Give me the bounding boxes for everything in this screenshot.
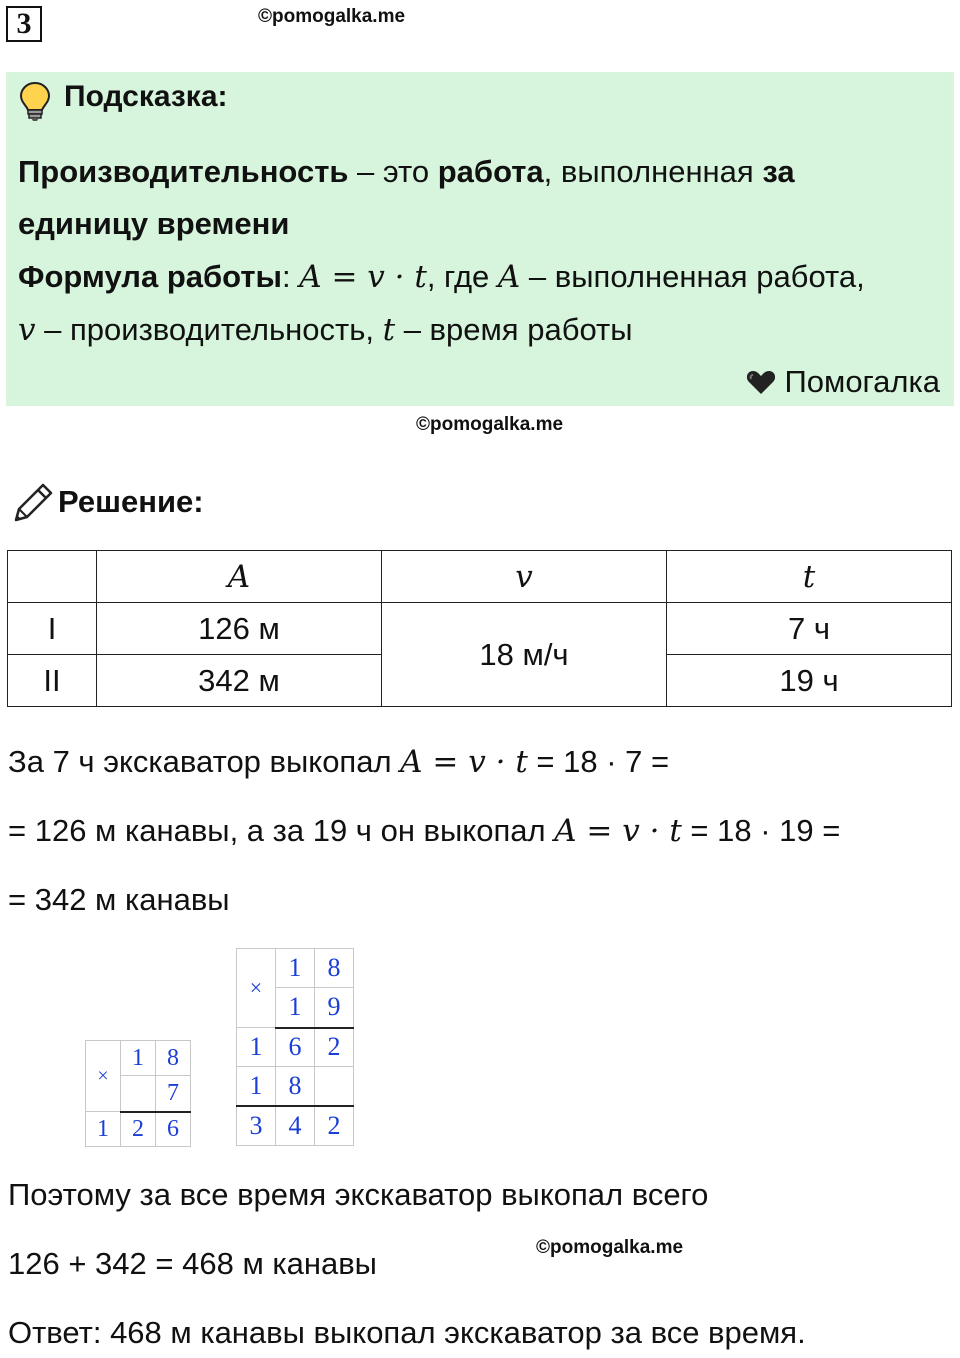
- calc1-sign: ×: [86, 1041, 121, 1112]
- calc1-result-digit: 2: [121, 1112, 156, 1147]
- calc1-digit: 1: [121, 1041, 156, 1076]
- solution-line-5: 126 + 342 = 468 м канавы: [8, 1246, 377, 1281]
- calc2-partial-digit: 8: [276, 1067, 315, 1107]
- hint-formula-line: [18, 257, 865, 297]
- calc2-partial-digit: 2: [315, 1028, 354, 1067]
- hint-definition-line1: [18, 152, 795, 192]
- solution-line-3: = 342 м канавы: [8, 882, 230, 917]
- solution-line-2: [8, 813, 840, 849]
- calc1-result-digit: 6: [156, 1112, 191, 1147]
- row-label: II: [8, 655, 97, 707]
- header-cell-t: t: [667, 551, 952, 603]
- row-label: I: [8, 603, 97, 655]
- line2-end: = 18 · 19 =: [681, 813, 841, 848]
- lightbulb-icon: [18, 80, 52, 122]
- formula-A-desc: – выполненная работа,: [520, 259, 865, 294]
- heart-icon: [746, 369, 776, 395]
- def-mid1: – это: [348, 154, 438, 189]
- line2-math: A = v · t: [554, 813, 682, 849]
- merged-v-cell: 18 м/ч: [382, 603, 667, 707]
- header-cell-empty: [8, 551, 97, 603]
- hint-variables-line: [18, 310, 632, 350]
- calc2-partial-digit: 1: [237, 1067, 276, 1107]
- calc2-partial-digit: 1: [237, 1028, 276, 1067]
- problem-number: 3: [6, 6, 42, 42]
- t-symbol: t: [382, 312, 396, 348]
- v-desc: – производительность,: [35, 312, 383, 347]
- watermark-top: ©pomogalka.me: [258, 6, 406, 27]
- calc2-digit: 8: [315, 949, 354, 988]
- table-header-row: [8, 551, 952, 603]
- row-t: 19 ч: [667, 655, 952, 707]
- def-work: работа: [437, 154, 544, 189]
- formula-expr: A = v · t: [299, 259, 427, 295]
- row-A: 342 м: [97, 655, 382, 707]
- solution-title: Решение:: [58, 484, 204, 519]
- row-t: 7 ч: [667, 603, 952, 655]
- formula-where: , где: [426, 259, 498, 294]
- calc2-result-digit: 4: [276, 1106, 315, 1146]
- data-table: [7, 550, 952, 707]
- calc2-digit: 1: [276, 988, 315, 1028]
- header-cell-A: A: [97, 551, 382, 603]
- calc2-result-digit: 2: [315, 1106, 354, 1146]
- def-unit2: единицу времени: [18, 206, 290, 241]
- header-cell-v: v: [382, 551, 667, 603]
- line2-text: = 126 м канавы, а за 19 ч он выкопал: [8, 813, 555, 848]
- table-row: [8, 603, 952, 655]
- calc2-sign: ×: [237, 949, 276, 1028]
- def-mid2: , выполненная: [543, 154, 763, 189]
- credit-text: Помогалка: [784, 364, 940, 399]
- calc1-result-digit: 1: [86, 1112, 121, 1147]
- formula-colon: :: [281, 259, 300, 294]
- watermark-middle: ©pomogalka.me: [416, 414, 564, 435]
- hint-definition-line2: [18, 204, 289, 244]
- row-A: 126 м: [97, 603, 382, 655]
- calc2-digit: 9: [315, 988, 354, 1028]
- formula-label: Формула работы: [18, 259, 282, 294]
- multiplication-18x19: [236, 948, 354, 1146]
- line1-math: A = v · t: [400, 744, 528, 780]
- solution-line-1: [8, 744, 669, 780]
- hint-credit: [746, 364, 940, 400]
- v-symbol: v: [18, 312, 36, 348]
- calc2-digit: 1: [276, 949, 315, 988]
- formula-A: A: [497, 259, 521, 295]
- t-desc: – время работы: [395, 312, 633, 347]
- pencil-icon: [10, 480, 56, 526]
- answer-line: Ответ: 468 м канавы выкопал экскаватор за все время.: [8, 1315, 806, 1350]
- solution-line-4: Поэтому за все время экскаватор выкопал всего: [8, 1177, 709, 1212]
- def-term: Производительность: [18, 154, 349, 189]
- hint-title: Подсказка:: [64, 80, 228, 113]
- calc1-digit: [121, 1076, 156, 1112]
- watermark-bottom: ©pomogalka.me: [536, 1237, 684, 1258]
- multiplication-18x7: [85, 1040, 191, 1147]
- calc1-digit: 7: [156, 1076, 191, 1112]
- calc2-partial-digit: 6: [276, 1028, 315, 1067]
- def-unit1: за: [762, 154, 795, 189]
- calc2-partial-digit: [315, 1067, 354, 1107]
- line1-text: За 7 ч экскаватор выкопал: [8, 744, 401, 779]
- line1-end: = 18 · 7 =: [527, 744, 670, 779]
- calc1-digit: 8: [156, 1041, 191, 1076]
- calc2-result-digit: 3: [237, 1106, 276, 1146]
